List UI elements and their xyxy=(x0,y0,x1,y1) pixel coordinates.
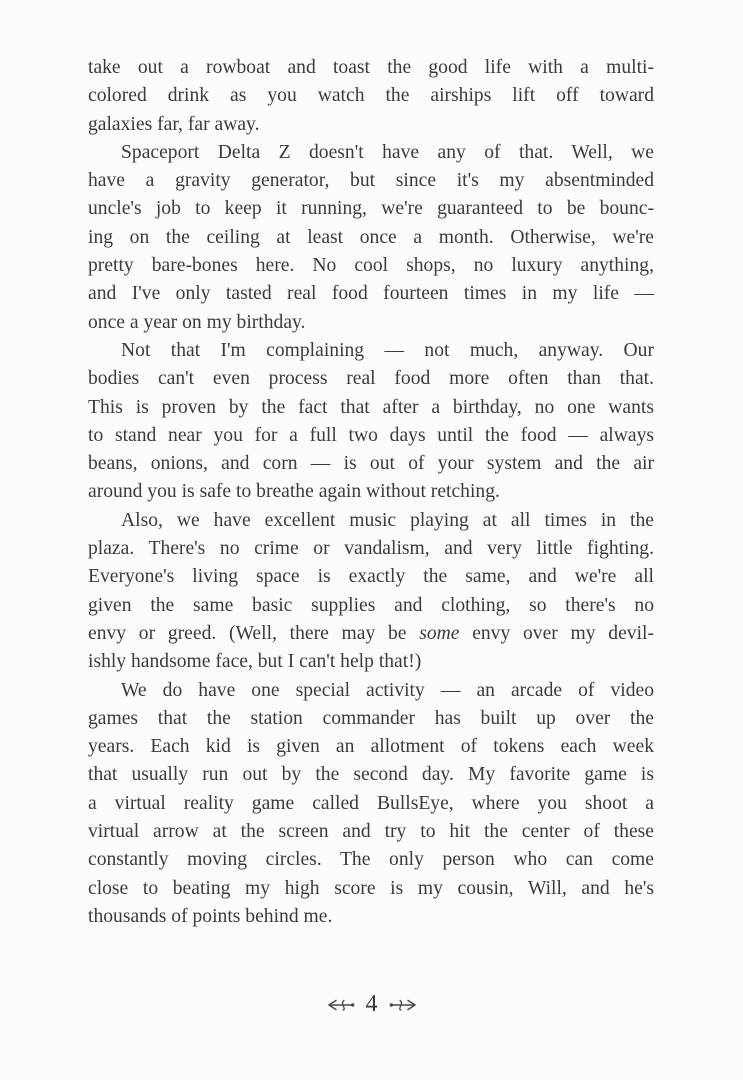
paragraph xyxy=(88,139,654,337)
text-line: close to beating my high score is my cousin, Will, and he's xyxy=(88,877,654,899)
text-line: years. Each kid is given an allotment of tokens each week xyxy=(88,736,654,758)
squiggle-arrow-right-icon xyxy=(388,998,418,1012)
text-line: beans, onions, and corn — is out of your system and the air xyxy=(88,453,654,475)
text-line: Not that I'm complaining — not much, anyway. Our xyxy=(121,339,654,361)
page-number: 4 xyxy=(365,991,378,1017)
text-line: Everyone's living space is exactly the same, and we're all xyxy=(88,566,654,588)
text-line: galaxies far, far away. xyxy=(88,113,260,135)
text-line: uncle's job to keep it running, we're guaranteed to be bounc- xyxy=(88,198,654,220)
text-line: This is proven by the fact that after a birthday, no one wants xyxy=(88,396,654,418)
text-line: and I've only tasted real food fourteen times in my life — xyxy=(88,283,654,305)
text-line: colored drink as you watch the airships lift off toward xyxy=(88,85,654,107)
paragraph xyxy=(88,677,654,932)
text-line: ishly handsome face, but I can't help that!) xyxy=(88,651,422,673)
text-line: envy or greed. (Well, there may be some envy over my devil- xyxy=(88,622,654,644)
text-line: around you is safe to breathe again without retching. xyxy=(88,481,500,503)
text-line: that usually run out by the second day. My favorite game is xyxy=(88,764,654,786)
paragraph xyxy=(88,337,654,507)
text-line: a virtual reality game called BullsEye, where you shoot a xyxy=(88,792,654,814)
text-line: We do have one special activity — an arcade of video xyxy=(121,679,654,701)
text-line: pretty bare-bones here. No cool shops, no luxury anything, xyxy=(88,255,654,277)
text-line: ing on the ceiling at least once a month. Otherwise, we're xyxy=(88,226,654,248)
text-line: bodies can't even process real food more often than that. xyxy=(88,368,654,390)
paragraph xyxy=(88,507,654,677)
text-line: take out a rowboat and toast the good life with a multi- xyxy=(88,57,654,78)
text-line: once a year on my birthday. xyxy=(88,311,306,333)
text-block xyxy=(88,54,654,931)
squiggle-arrow-left-icon xyxy=(326,998,356,1012)
text-line: Also, we have excellent music playing at all times in the xyxy=(121,509,654,531)
text-line: constantly moving circles. The only person who can come xyxy=(88,849,654,871)
text-line: games that the station commander has built up over the xyxy=(88,707,654,729)
text-line: have a gravity generator, but since it's my absentminded xyxy=(88,170,654,192)
text-line: virtual arrow at the screen and try to hit the center of these xyxy=(88,821,654,843)
text-line: thousands of points behind me. xyxy=(88,905,333,927)
text-line: plaza. There's no crime or vandalism, and very little fighting. xyxy=(88,538,654,560)
paragraph xyxy=(88,54,654,139)
text-line: Spaceport Delta Z doesn't have any of that. Well, we xyxy=(121,141,654,163)
page-footer xyxy=(0,992,743,1018)
text-line: to stand near you for a full two days until the food — always xyxy=(88,424,654,446)
text-line: given the same basic supplies and clothing, so there's no xyxy=(88,594,654,616)
